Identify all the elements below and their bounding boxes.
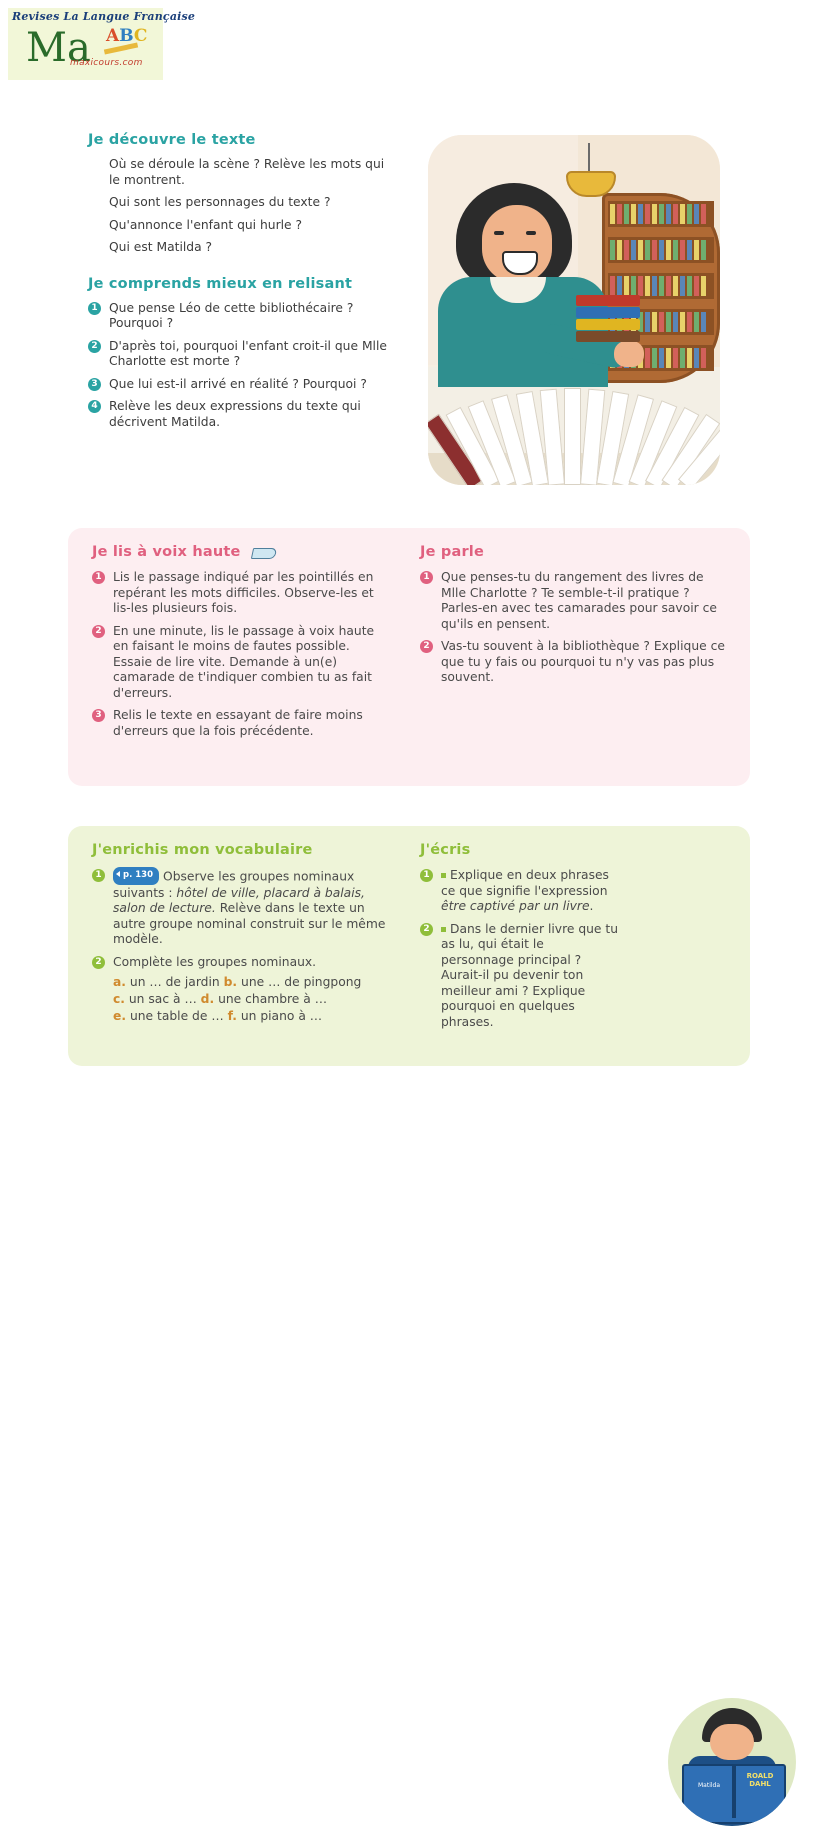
item-number: 3: [88, 378, 101, 391]
fill-text: une chambre à …: [218, 992, 328, 1006]
panel-written: [68, 826, 774, 1789]
section-title-comprends: Je comprends mieux en relisant: [88, 275, 353, 292]
question-text: Où se déroule la scène ? Relève les mots qui le montrent.: [109, 157, 385, 187]
question-text: Qui est Matilda ?: [109, 240, 213, 254]
list-item: [88, 301, 388, 332]
section-parle: [420, 544, 726, 693]
list-item: [88, 218, 388, 234]
book-title: ROALD DAHL: [746, 1772, 774, 1788]
abc-letter-a: A: [106, 26, 120, 46]
item-number: 4: [88, 400, 101, 413]
list-item: [420, 639, 726, 686]
list-decouvre: [88, 157, 388, 256]
list-item: [420, 922, 620, 1031]
list-comprends: [88, 301, 388, 431]
item-number: 1: [420, 869, 433, 882]
list-item: [88, 195, 388, 211]
fill-row: [113, 991, 392, 1008]
librarian-eye-right: [526, 231, 536, 235]
question-text-end: .: [589, 899, 594, 913]
list-item: [92, 955, 392, 1026]
list-item: [88, 339, 388, 370]
page-reference-badge[interactable]: p. 130: [113, 867, 159, 885]
fill-text: une table de …: [129, 1009, 224, 1023]
librarian-illustration: [428, 135, 720, 485]
fill-letter: e.: [113, 1009, 127, 1023]
question-text: Vas-tu souvent à la bibliothèque ? Explique ce que tu y fais ou pourquoi tu n'y vas pas plus souvent.: [441, 639, 725, 684]
fill-row: [113, 1008, 392, 1025]
logo-url: maxicours.com: [70, 58, 143, 68]
list-item: [88, 240, 388, 256]
section-ecris: [420, 842, 620, 1037]
logo-tagline: Revises La Langue Française: [12, 10, 196, 23]
section-title-text: Je lis à voix haute: [92, 544, 241, 560]
fill-letter: d.: [200, 992, 215, 1006]
question-text: D'après toi, pourquoi l'enfant croit-il que Mlle Charlotte est morte ?: [109, 338, 387, 368]
list-item: [88, 399, 388, 430]
question-text: Explique en deux phrases ce que signifie l'expression: [441, 868, 609, 898]
fill-text: un sac à …: [128, 992, 197, 1006]
fill-text: un … de jardin: [129, 975, 220, 989]
fill-in-list: [113, 974, 392, 1025]
question-text: Dans le dernier livre que tu as lu, qui était le personnage principal ? Aurait-il pu devenir ton meilleur ami ? Explique pourquoi en quelques phrases.: [441, 921, 619, 1029]
bullet-icon: [441, 873, 446, 878]
book-spine: [732, 1766, 736, 1818]
question-text: Complète les groupes nominaux.: [113, 954, 317, 969]
fill-letter: c.: [113, 992, 125, 1006]
item-number: 1: [420, 571, 433, 584]
item-number: 1: [92, 869, 105, 882]
item-number: 3: [92, 709, 105, 722]
boy-face: [710, 1724, 754, 1760]
item-number: 1: [91, 159, 98, 169]
list-item: [420, 570, 726, 632]
item-number: 2: [420, 640, 433, 653]
fill-letter: b.: [223, 975, 238, 989]
abc-icon: [106, 28, 147, 45]
question-text: Lis le passage indiqué par les pointillés en repérant les mots difficiles. Observe-les et lis-les plusieurs fois.: [113, 570, 374, 615]
spread-books-fan: [468, 375, 718, 485]
abc-letter-c: C: [133, 26, 148, 46]
site-logo: [8, 8, 196, 80]
question-text: Que pense Léo de cette bibliothécaire ? Pourquoi ?: [109, 300, 354, 330]
item-number: 3: [91, 219, 98, 230]
question-text: Relis le texte en essayant de faire moins d'erreurs que la fois précédente.: [113, 708, 363, 738]
question-text: Que lui est-il arrivé en réalité ? Pourquoi ?: [109, 376, 367, 391]
list-item: [88, 377, 388, 393]
question-text: Que penses-tu du rangement des livres de Mlle Charlotte ? Te semble-t-il pratique ? Parles-en avec tes camarades pour savoir ce qu'ils en pensent.: [441, 570, 717, 631]
item-number: 2: [420, 923, 433, 936]
list-item: [92, 868, 392, 948]
logo-wordmark: Ma: [26, 25, 91, 71]
item-number: 2: [91, 197, 98, 207]
item-number: 4: [91, 242, 98, 252]
item-number: 2: [88, 340, 101, 353]
question-italic: être captivé par un livre: [441, 899, 590, 913]
fill-text: un piano à …: [240, 1009, 323, 1023]
question-text: Relève les deux expressions du texte qui décrivent Matilda.: [109, 399, 361, 429]
speaker-icon: [252, 546, 276, 559]
librarian-eye-left: [494, 231, 504, 235]
section-title-vocabulaire: J'enrichis mon vocabulaire: [92, 842, 313, 858]
section-voix-haute: [92, 544, 392, 746]
section-title-parle: Je parle: [420, 544, 484, 560]
question-text-end: Relève dans le texte un autre groupe nominal construit sur le même modèle.: [113, 901, 386, 946]
item-number: 2: [92, 625, 105, 638]
section-title-decouvre: Je découvre le texte: [88, 132, 256, 148]
lamp-cord: [588, 143, 590, 171]
item-number: 2: [92, 956, 105, 969]
list-parle: [420, 570, 726, 686]
bullet-icon: [441, 927, 446, 932]
question-text: Observe les groupes nominaux suivants :: [113, 869, 355, 900]
section-title-voix-haute: [92, 544, 392, 560]
item-number: 1: [92, 571, 105, 584]
question-text: Qui sont les personnages du texte ?: [109, 195, 331, 209]
question-italic: hôtel de ville, placard à balais, salon de lecture.: [113, 885, 365, 915]
section-vocabulaire: [92, 842, 392, 1032]
list-item: [420, 868, 620, 915]
fill-text: une … de pingpong: [241, 975, 362, 989]
list-item: [88, 157, 388, 188]
list-vocabulaire: [92, 868, 392, 1025]
book-subtitle: Matilda: [697, 1782, 721, 1789]
panel-oral: [68, 528, 750, 786]
fill-row: [113, 974, 392, 991]
book-cover: [682, 1764, 786, 1824]
list-item: [92, 708, 392, 739]
top-questions-column: [88, 132, 388, 437]
item-number: 1: [88, 302, 101, 315]
list-item: [92, 624, 392, 702]
list-ecris: [420, 868, 620, 1030]
fill-letter: a.: [113, 975, 126, 989]
question-text: Qu'annonce l'enfant qui hurle ?: [109, 217, 303, 232]
question-text: En une minute, lis le passage à voix haute en faisant le moins de fautes possible. Essaie de lire vite. Demande à un(e) camarade de t'indiquer combien tu as fait d'erreurs.: [113, 623, 375, 700]
list-item: [92, 570, 392, 617]
book-stack-icon: [576, 295, 640, 341]
list-voix-haute: [92, 570, 392, 739]
librarian-hand: [614, 341, 644, 367]
abc-letter-b: B: [119, 26, 134, 46]
fill-letter: f.: [227, 1009, 237, 1023]
section-title-ecris: J'écris: [420, 842, 471, 858]
boy-reading-illustration: [668, 1698, 796, 1826]
